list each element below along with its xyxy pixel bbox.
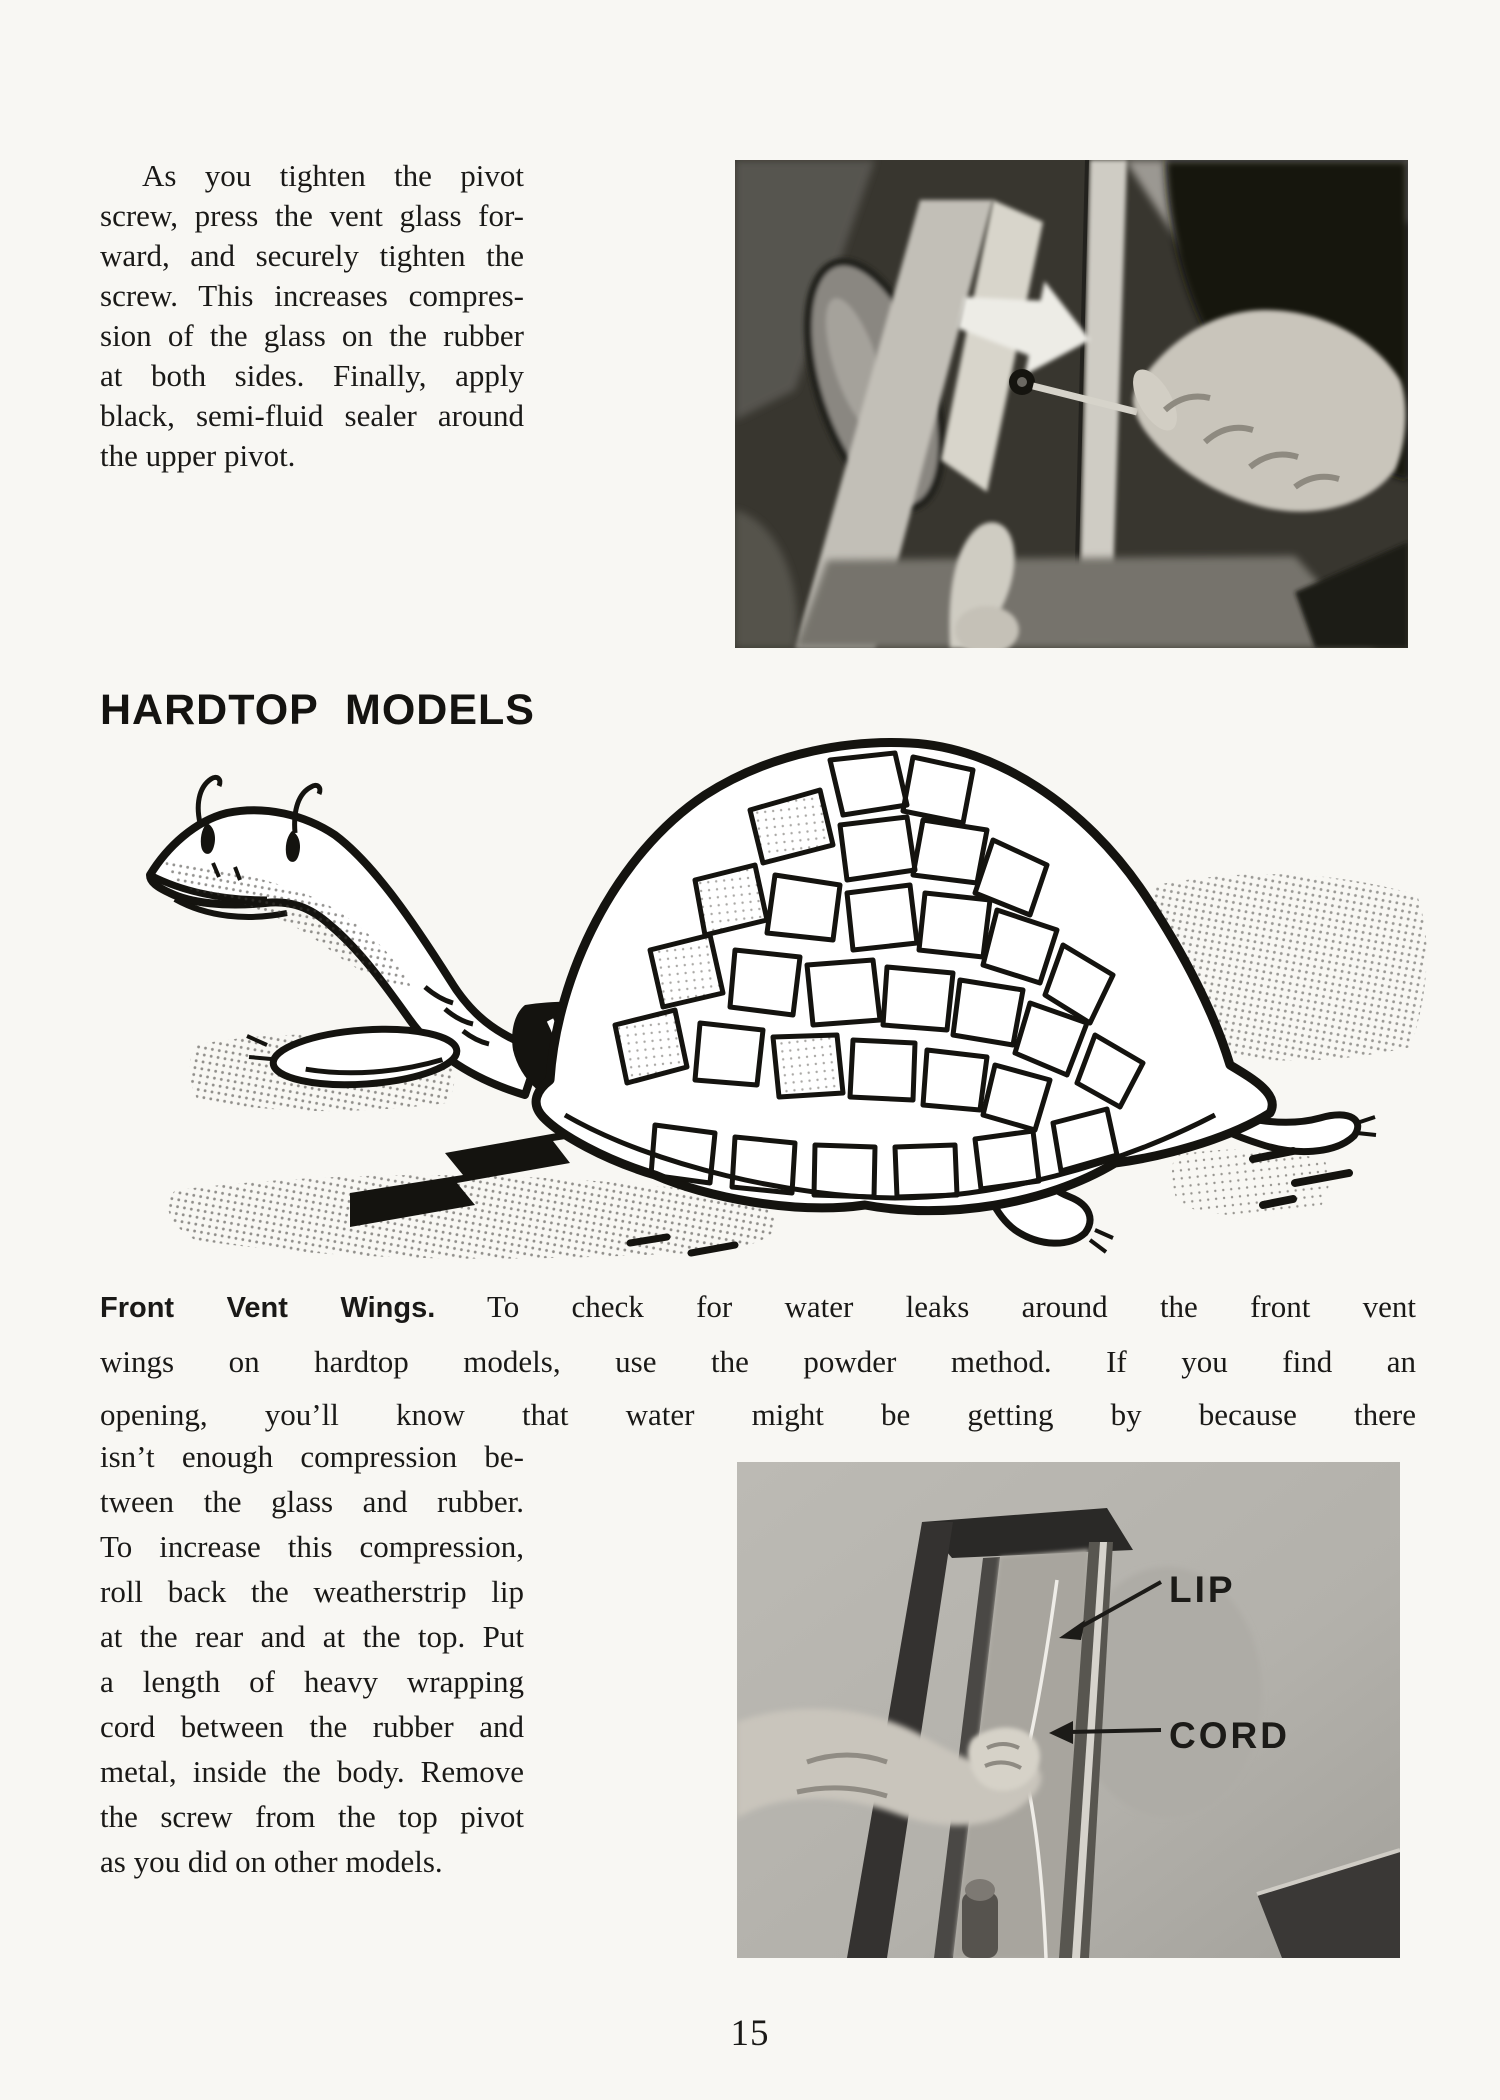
text-line: roll back the weatherstrip lip [100, 1574, 524, 1609]
text-line: wings on hardtop models, use the powder method. If you find an [100, 1344, 1416, 1379]
cowl-shape [795, 556, 1377, 648]
page-number: 15 [730, 2013, 770, 2054]
text-line [100, 1280, 1416, 1335]
text-line: screw, press the vent glass for- [100, 198, 524, 233]
text-line: black, semi-fluid sealer around [100, 398, 524, 433]
text-line: opening, you’ll know that water might be getting by because there [100, 1397, 1416, 1432]
text-line: the screw from the top pivot [100, 1799, 524, 1834]
photo-label-lip: LIP [1169, 1569, 1236, 1610]
text-line: screw. This increases compres- [100, 278, 524, 313]
turtle-art [95, 735, 1435, 1275]
section-heading: HARDTOP MODELS [100, 686, 535, 734]
intro-paragraph [100, 156, 524, 476]
cord-leader-line [1069, 1730, 1161, 1732]
text-line: cord between the rubber and [100, 1709, 524, 1744]
text-line: metal, inside the body. Remove [100, 1754, 524, 1789]
front-vent-wings-paragraph [100, 1280, 1416, 1441]
photo-vent-pivot-screw [735, 160, 1408, 648]
text-line: isn’t enough compression be- [100, 1439, 524, 1474]
text-line: tween the glass and rubber. [100, 1484, 524, 1519]
text-line: To increase this compression, [100, 1529, 524, 1564]
turtle-cartoon-illustration [95, 735, 1435, 1275]
text-line: sion of the glass on the rubber [100, 318, 524, 353]
front-vent-wings-lead: Front Vent Wings. [100, 1292, 436, 1324]
photo-weatherstrip-cord [737, 1462, 1400, 1958]
photo-label-cord: CORD [1169, 1715, 1290, 1756]
photo-vent-pivot-screw-art [735, 160, 1408, 648]
text-line: at both sides. Finally, apply [100, 358, 524, 393]
vent-wings-column-paragraph [100, 1434, 524, 1884]
text-line: the upper pivot. [100, 438, 296, 473]
text-line: As you tighten the pivot [142, 158, 524, 193]
text-line: at the rear and at the top. Put [100, 1619, 524, 1654]
text-run: To check for water leaks around the front vent [487, 1289, 1416, 1324]
text-line: ward, and securely tighten the [100, 238, 524, 273]
text-line: as you did on other models. [100, 1844, 443, 1879]
door-handle-shape [962, 1892, 998, 1958]
text-line: a length of heavy wrapping [100, 1664, 524, 1699]
photo-weatherstrip-cord-art [737, 1462, 1400, 1958]
